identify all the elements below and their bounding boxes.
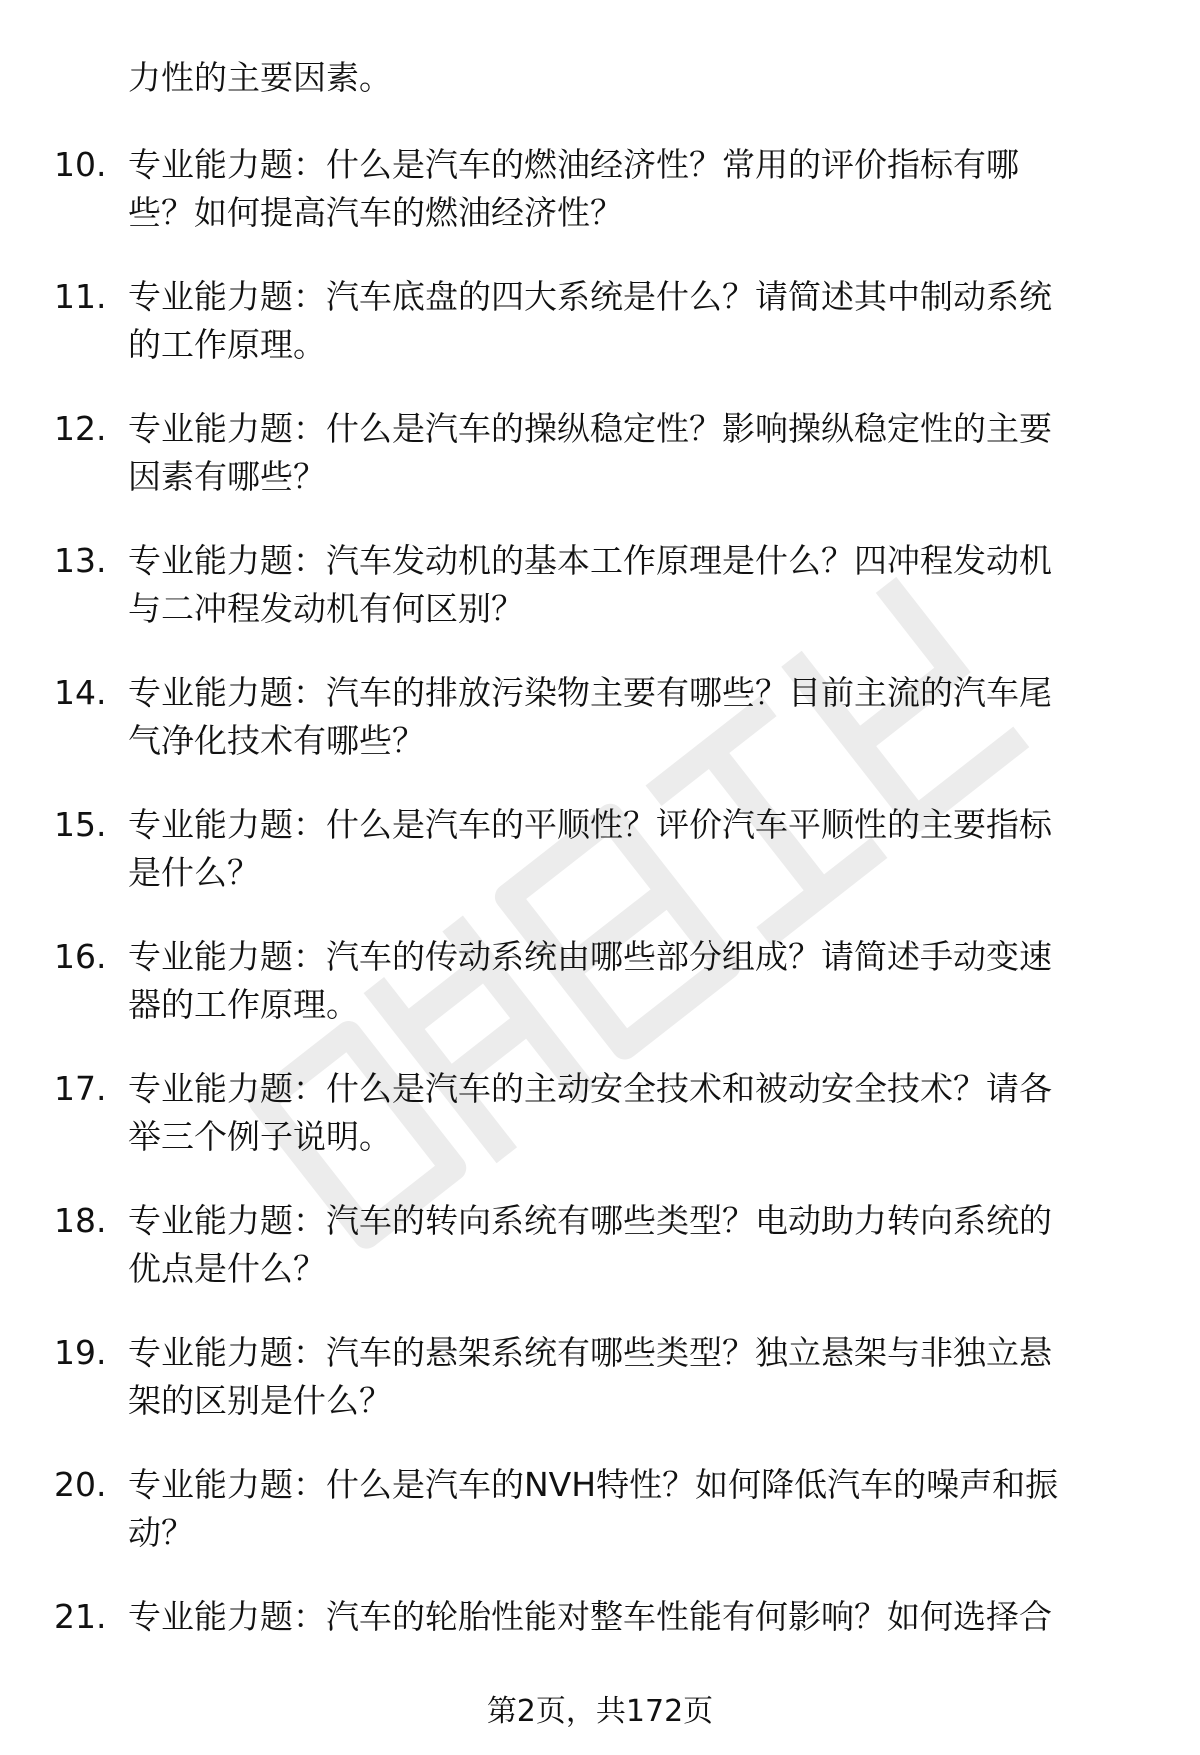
question-text [128, 1593, 1168, 1641]
page-indicator: 第2页，共172页 [486, 1694, 714, 1729]
question-item [0, 537, 1200, 669]
question-text [128, 933, 1168, 1029]
question-list [0, 141, 1200, 1725]
question-text-line: 的工作原理。 [128, 325, 326, 364]
question-text [128, 405, 1168, 501]
question-text [128, 141, 1168, 237]
question-item [0, 1461, 1200, 1593]
question-text [128, 1197, 1168, 1293]
question-text-line: 与二冲程发动机有何区别？ [128, 589, 524, 628]
question-text-line: 专业能力题：什么是汽车的主动安全技术和被动安全技术？请各 [128, 1069, 1052, 1108]
question-text-line: 专业能力题：汽车的转向系统有哪些类型？电动助力转向系统的 [128, 1201, 1052, 1240]
question-number: 11. [54, 277, 107, 316]
question-item [0, 141, 1200, 273]
continuation-text: 力性的主要因素。 [128, 58, 392, 97]
question-text-line: 因素有哪些？ [128, 457, 326, 496]
question-number: 21. [54, 1597, 107, 1636]
question-text [128, 537, 1168, 633]
question-number: 20. [54, 1465, 107, 1504]
question-number: 18. [54, 1201, 107, 1240]
question-text-line: 动？ [128, 1513, 194, 1552]
question-text-line: 专业能力题：什么是汽车的操纵稳定性？影响操纵稳定性的主要 [128, 409, 1052, 448]
question-text [128, 669, 1168, 765]
question-text-line: 专业能力题：汽车的排放污染物主要有哪些？目前主流的汽车尾 [128, 673, 1052, 712]
question-number: 14. [54, 673, 107, 712]
question-text-line: 架的区别是什么？ [128, 1381, 392, 1420]
question-text [128, 1461, 1168, 1557]
question-number: 13. [54, 541, 107, 580]
question-text-line: 专业能力题：什么是汽车的燃油经济性？常用的评价指标有哪 [128, 145, 1019, 184]
question-text-line: 是什么？ [128, 853, 260, 892]
question-number: 12. [54, 409, 107, 448]
question-item [0, 933, 1200, 1065]
question-item [0, 1197, 1200, 1329]
question-text [128, 1329, 1168, 1425]
question-text-line: 器的工作原理。 [128, 985, 359, 1024]
question-text-line: 专业能力题：什么是汽车的NVH特性？如何降低汽车的噪声和振 [128, 1465, 1059, 1504]
question-item [0, 273, 1200, 405]
question-text [128, 801, 1168, 897]
question-text-line: 专业能力题：汽车底盘的四大系统是什么？请简述其中制动系统 [128, 277, 1052, 316]
question-text [128, 273, 1168, 369]
question-item [0, 801, 1200, 933]
question-item [0, 1329, 1200, 1461]
question-text-line: 优点是什么？ [128, 1249, 326, 1288]
question-text-line: 专业能力题：汽车的悬架系统有哪些类型？独立悬架与非独立悬 [128, 1333, 1052, 1372]
question-text-line: 专业能力题：汽车发动机的基本工作原理是什么？四冲程发动机 [128, 541, 1052, 580]
question-number: 10. [54, 145, 107, 184]
question-text-line: 专业能力题：汽车的传动系统由哪些部分组成？请简述手动变速 [128, 937, 1052, 976]
question-number: 16. [54, 937, 107, 976]
question-item [0, 1065, 1200, 1197]
question-item [0, 669, 1200, 801]
question-text [128, 1065, 1168, 1161]
question-text-line: 专业能力题：汽车的轮胎性能对整车性能有何影响？如何选择合 [128, 1597, 1052, 1636]
question-text-line: 专业能力题：什么是汽车的平顺性？评价汽车平顺性的主要指标 [128, 805, 1052, 844]
question-number: 17. [54, 1069, 107, 1108]
question-text-line: 气净化技术有哪些？ [128, 721, 425, 760]
question-number: 19. [54, 1333, 107, 1372]
question-text-line: 举三个例子说明。 [128, 1117, 392, 1156]
question-number: 15. [54, 805, 107, 844]
question-text-line: 些？如何提高汽车的燃油经济性？ [128, 193, 623, 232]
question-item [0, 405, 1200, 537]
